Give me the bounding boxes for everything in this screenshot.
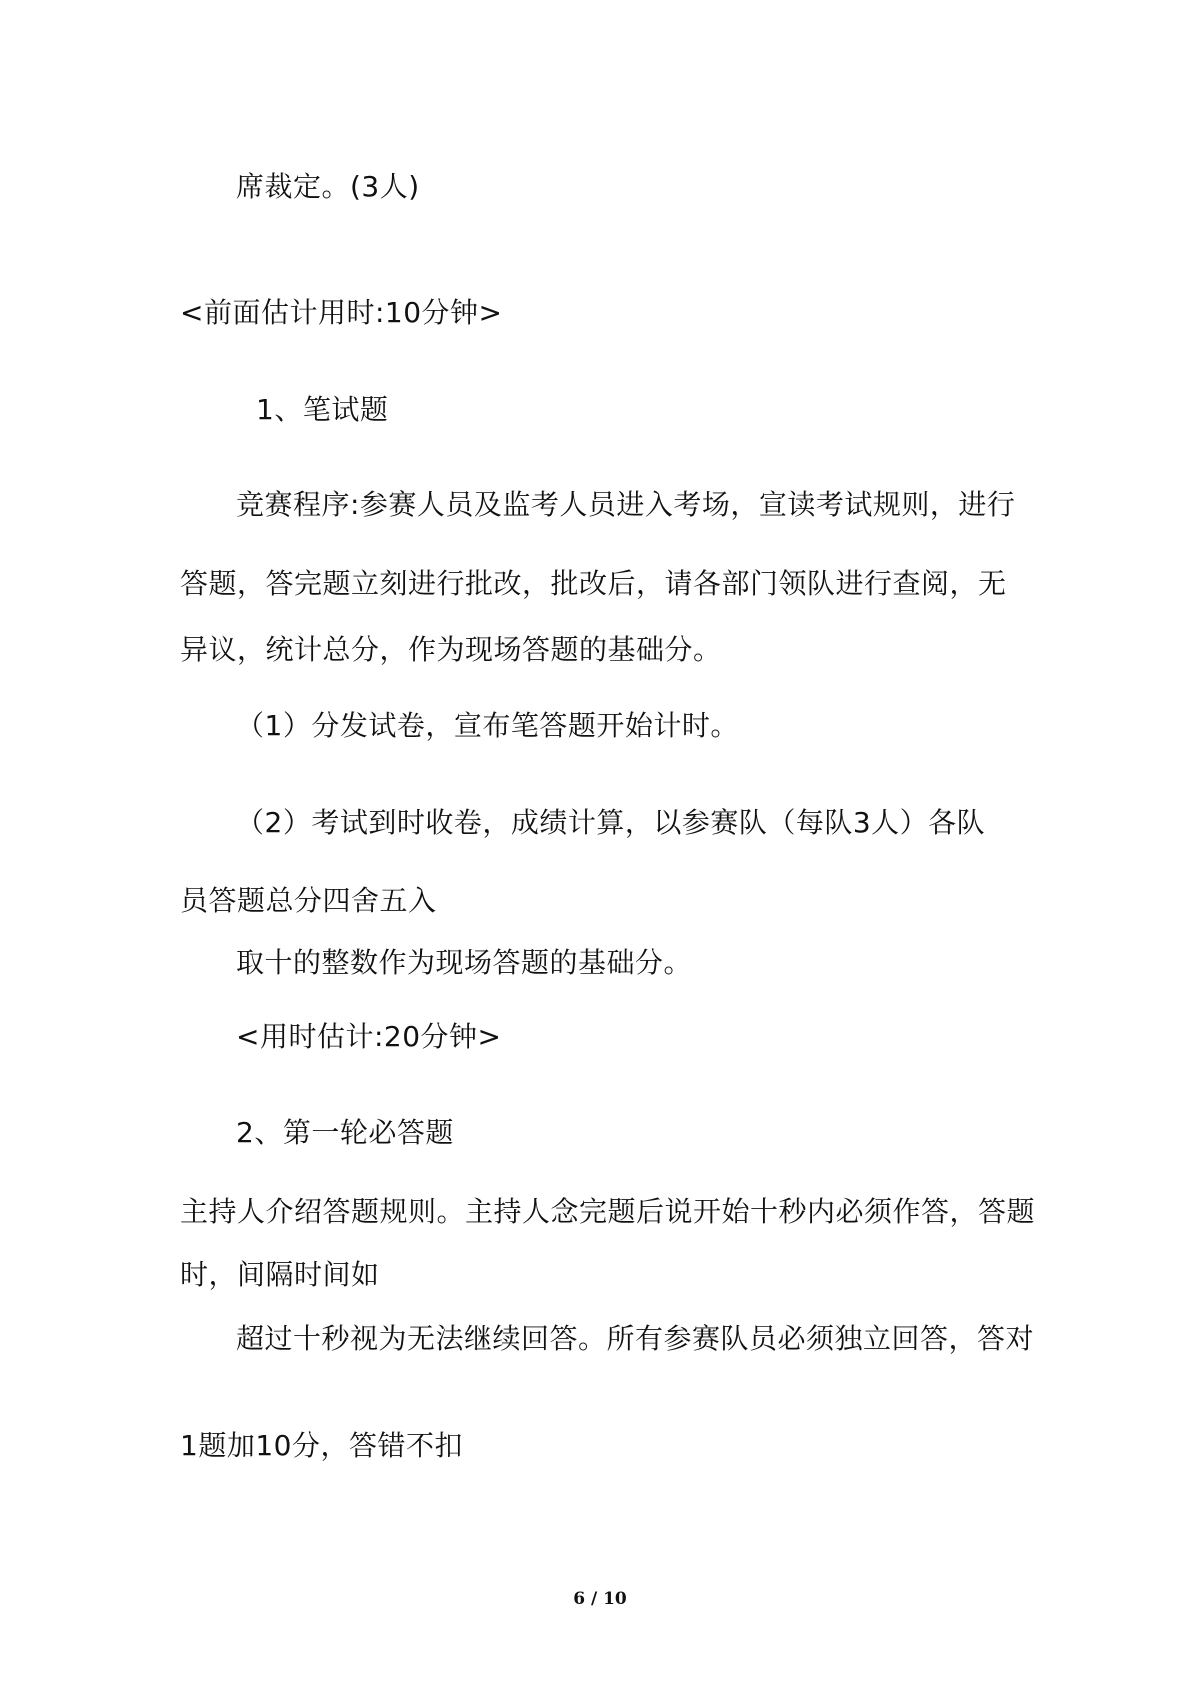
text-line-8: （2）考试到时收卷，成绩计算，以参赛队（每队3人）各队 <box>236 806 986 839</box>
text-line-5: 答题，答完题立刻进行批改，批改后，请各部门领队进行查阅，无 <box>180 567 1007 600</box>
text-line-16: 1题加10分，答错不扣 <box>180 1429 463 1462</box>
text-line-7: （1）分发试卷，宣布笔答题开始计时。 <box>236 709 739 742</box>
text-line-1: 席裁定。(3人) <box>236 170 420 203</box>
text-line-6: 异议，统计总分，作为现场答题的基础分。 <box>180 633 722 666</box>
text-line-13: 主持人介绍答题规则。主持人念完题后说开始十秒内必须作答，答题 <box>180 1195 1036 1228</box>
text-line-12: 2、第一轮必答题 <box>236 1116 454 1149</box>
text-line-14: 时，间隔时间如 <box>180 1258 380 1291</box>
text-line-2: <前面估计用时:10分钟> <box>180 296 503 329</box>
text-line-10: 取十的整数作为现场答题的基础分。 <box>236 946 693 979</box>
text-line-15: 超过十秒视为无法继续回答。所有参赛队员必须独立回答，答对 <box>236 1322 1035 1355</box>
text-line-9: 员答题总分四舍五入 <box>180 884 437 917</box>
text-line-3: 1、笔试题 <box>256 393 389 426</box>
text-line-4: 竞赛程序:参赛人员及监考人员进入考场，宣读考试规则，进行 <box>236 488 1016 521</box>
text-line-11: <用时估计:20分钟> <box>236 1020 502 1053</box>
page-number: 6 / 10 <box>573 1589 627 1609</box>
